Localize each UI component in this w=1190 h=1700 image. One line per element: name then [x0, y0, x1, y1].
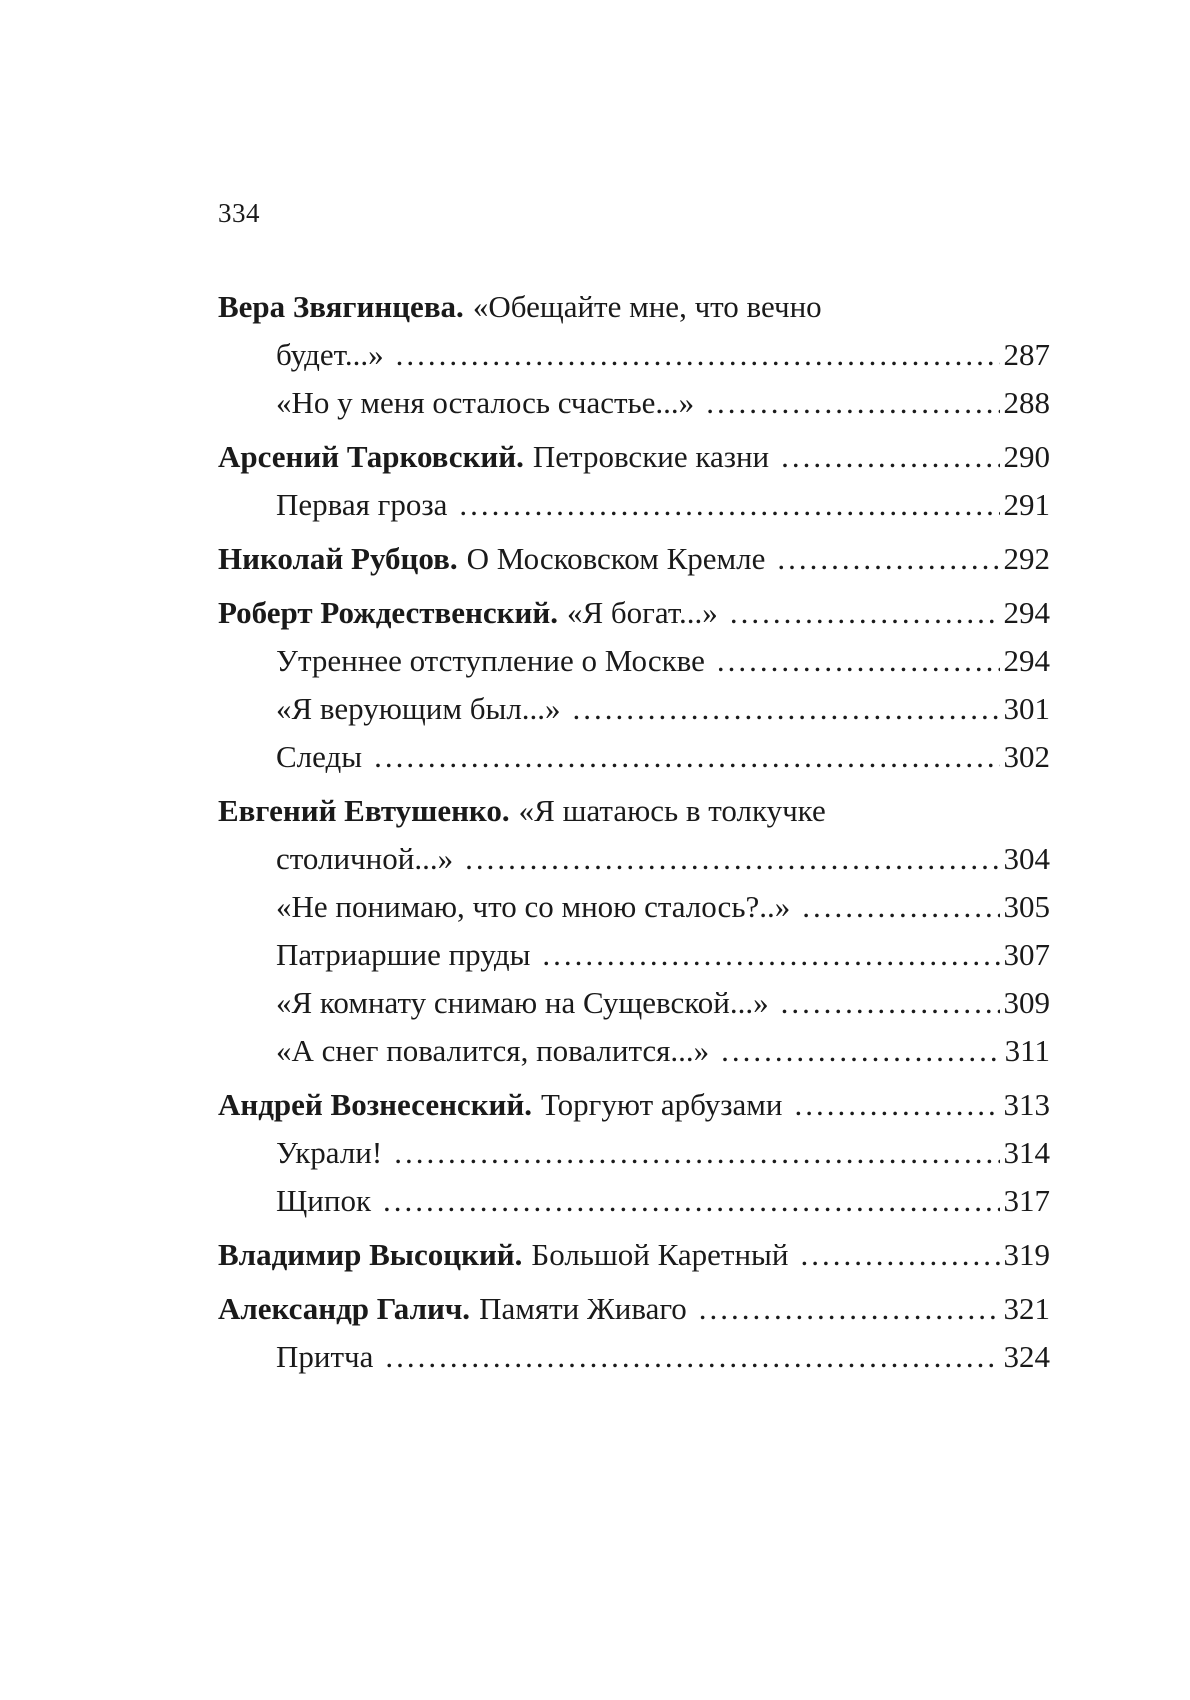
dot-leader: [794, 1081, 999, 1129]
dot-leader: [394, 1129, 999, 1177]
toc-line[interactable]: [218, 1129, 1050, 1177]
toc-line[interactable]: [218, 787, 1050, 835]
dot-leader: [573, 685, 1000, 733]
toc-line[interactable]: [218, 637, 1050, 685]
toc-entry: [218, 433, 1050, 529]
poem-title: «Я богат...»: [566, 595, 718, 630]
toc-entry: [218, 1285, 1050, 1381]
toc-line[interactable]: [218, 283, 1050, 331]
poem-title: Щипок: [276, 1183, 372, 1218]
poem-title-continuation: будет...»: [276, 337, 384, 372]
page-ref: 321: [1003, 1291, 1050, 1326]
dot-leader: [802, 883, 999, 931]
page-ref: 292: [1003, 541, 1050, 576]
dot-leader: [721, 1027, 1000, 1075]
toc-line[interactable]: [218, 1027, 1050, 1075]
page-ref: 302: [1003, 739, 1050, 774]
poem-title: Украли!: [276, 1135, 383, 1170]
dot-leader: [800, 1231, 999, 1279]
dot-leader: [699, 1285, 1000, 1333]
poem-title: Торгуют арбузами: [541, 1087, 783, 1122]
author-name: Николай Рубцов.: [218, 541, 458, 576]
dot-leader: [542, 931, 999, 979]
page-ref: 288: [1003, 385, 1050, 420]
poem-title: «Обещайте мне, что вечно: [472, 289, 822, 324]
author-name: Евгений Евтушенко.: [218, 793, 510, 828]
page-ref: 311: [1004, 1033, 1050, 1068]
page-number: 334: [218, 198, 260, 228]
toc-line[interactable]: [218, 835, 1050, 883]
toc-line[interactable]: [218, 589, 1050, 637]
toc-entry: [218, 1081, 1050, 1225]
toc-line[interactable]: [218, 979, 1050, 1027]
poem-title: «Я верующим был...»: [276, 691, 561, 726]
toc-line[interactable]: [218, 535, 1050, 583]
page-ref: 294: [1003, 643, 1050, 678]
author-name: Арсений Тарковский.: [218, 439, 524, 474]
toc-line[interactable]: [218, 883, 1050, 931]
page-ref: 290: [1003, 439, 1050, 474]
poem-title: Большой Каретный: [531, 1237, 789, 1272]
toc-line[interactable]: [218, 1231, 1050, 1279]
author-name: Владимир Высоцкий.: [218, 1237, 523, 1272]
toc-line[interactable]: [218, 1285, 1050, 1333]
toc-line[interactable]: [218, 1177, 1050, 1225]
dot-leader: [781, 979, 1000, 1027]
page-ref: 294: [1003, 595, 1050, 630]
poem-title: Следы: [276, 739, 363, 774]
toc-line[interactable]: [218, 931, 1050, 979]
poem-title: «А снег повалится, повалится...»: [276, 1033, 710, 1068]
page-ref: 317: [1003, 1183, 1050, 1218]
poem-title: Памяти Живаго: [479, 1291, 687, 1326]
toc-line[interactable]: [218, 733, 1050, 781]
poem-title: Патриаршие пруды: [276, 937, 531, 972]
page-ref: 287: [1003, 337, 1050, 372]
dot-leader: [465, 835, 999, 883]
poem-title: Первая гроза: [276, 487, 448, 522]
toc-line[interactable]: [218, 1333, 1050, 1381]
author-name: Роберт Рождественский.: [218, 595, 558, 630]
dot-leader: [385, 1333, 999, 1381]
poem-title: «Не понимаю, что со мною сталось?..»: [276, 889, 791, 924]
author-name: Вера Звягинцева.: [218, 289, 464, 324]
poem-title: «Я комнату снимаю на Сущевской...»: [276, 985, 769, 1020]
page-ref: 313: [1003, 1087, 1050, 1122]
poem-title: Притча: [276, 1339, 374, 1374]
toc-line[interactable]: [218, 433, 1050, 481]
page-ref: 304: [1003, 841, 1050, 876]
toc-line[interactable]: [218, 379, 1050, 427]
poem-title-continuation: столичной...»: [276, 841, 454, 876]
toc-entry: [218, 1231, 1050, 1279]
dot-leader: [459, 481, 999, 529]
toc-entry: [218, 283, 1050, 427]
toc-line[interactable]: [218, 481, 1050, 529]
page-ref: 307: [1003, 937, 1050, 972]
poem-title: «Я шатаюсь в толкучке: [518, 793, 826, 828]
dot-leader: [383, 1177, 999, 1225]
toc-entry: [218, 589, 1050, 781]
page-ref: 301: [1003, 691, 1050, 726]
author-name: Андрей Вознесенский.: [218, 1087, 533, 1122]
poem-title: Утреннее отступление о Москве: [276, 643, 705, 678]
toc-line[interactable]: [218, 1081, 1050, 1129]
author-name: Александр Галич.: [218, 1291, 471, 1326]
page-ref: 309: [1003, 985, 1050, 1020]
page-ref: 305: [1003, 889, 1050, 924]
page-ref: 319: [1003, 1237, 1050, 1272]
dot-leader: [777, 535, 999, 583]
dot-leader: [717, 637, 1000, 685]
dot-leader: [730, 589, 1000, 637]
toc-entry: [218, 535, 1050, 583]
page-ref: 324: [1003, 1339, 1050, 1374]
dot-leader: [706, 379, 999, 427]
toc-entry: [218, 787, 1050, 1075]
toc-line[interactable]: [218, 685, 1050, 733]
page-ref: 291: [1003, 487, 1050, 522]
table-of-contents: [218, 283, 1050, 1387]
dot-leader: [396, 331, 1000, 379]
poem-title: О Московском Кремле: [466, 541, 766, 576]
page-ref: 314: [1003, 1135, 1050, 1170]
poem-title: Петровские казни: [532, 439, 770, 474]
dot-leader: [781, 433, 999, 481]
toc-line[interactable]: [218, 331, 1050, 379]
dot-leader: [374, 733, 999, 781]
poem-title: «Но у меня осталось счастье...»: [276, 385, 695, 420]
